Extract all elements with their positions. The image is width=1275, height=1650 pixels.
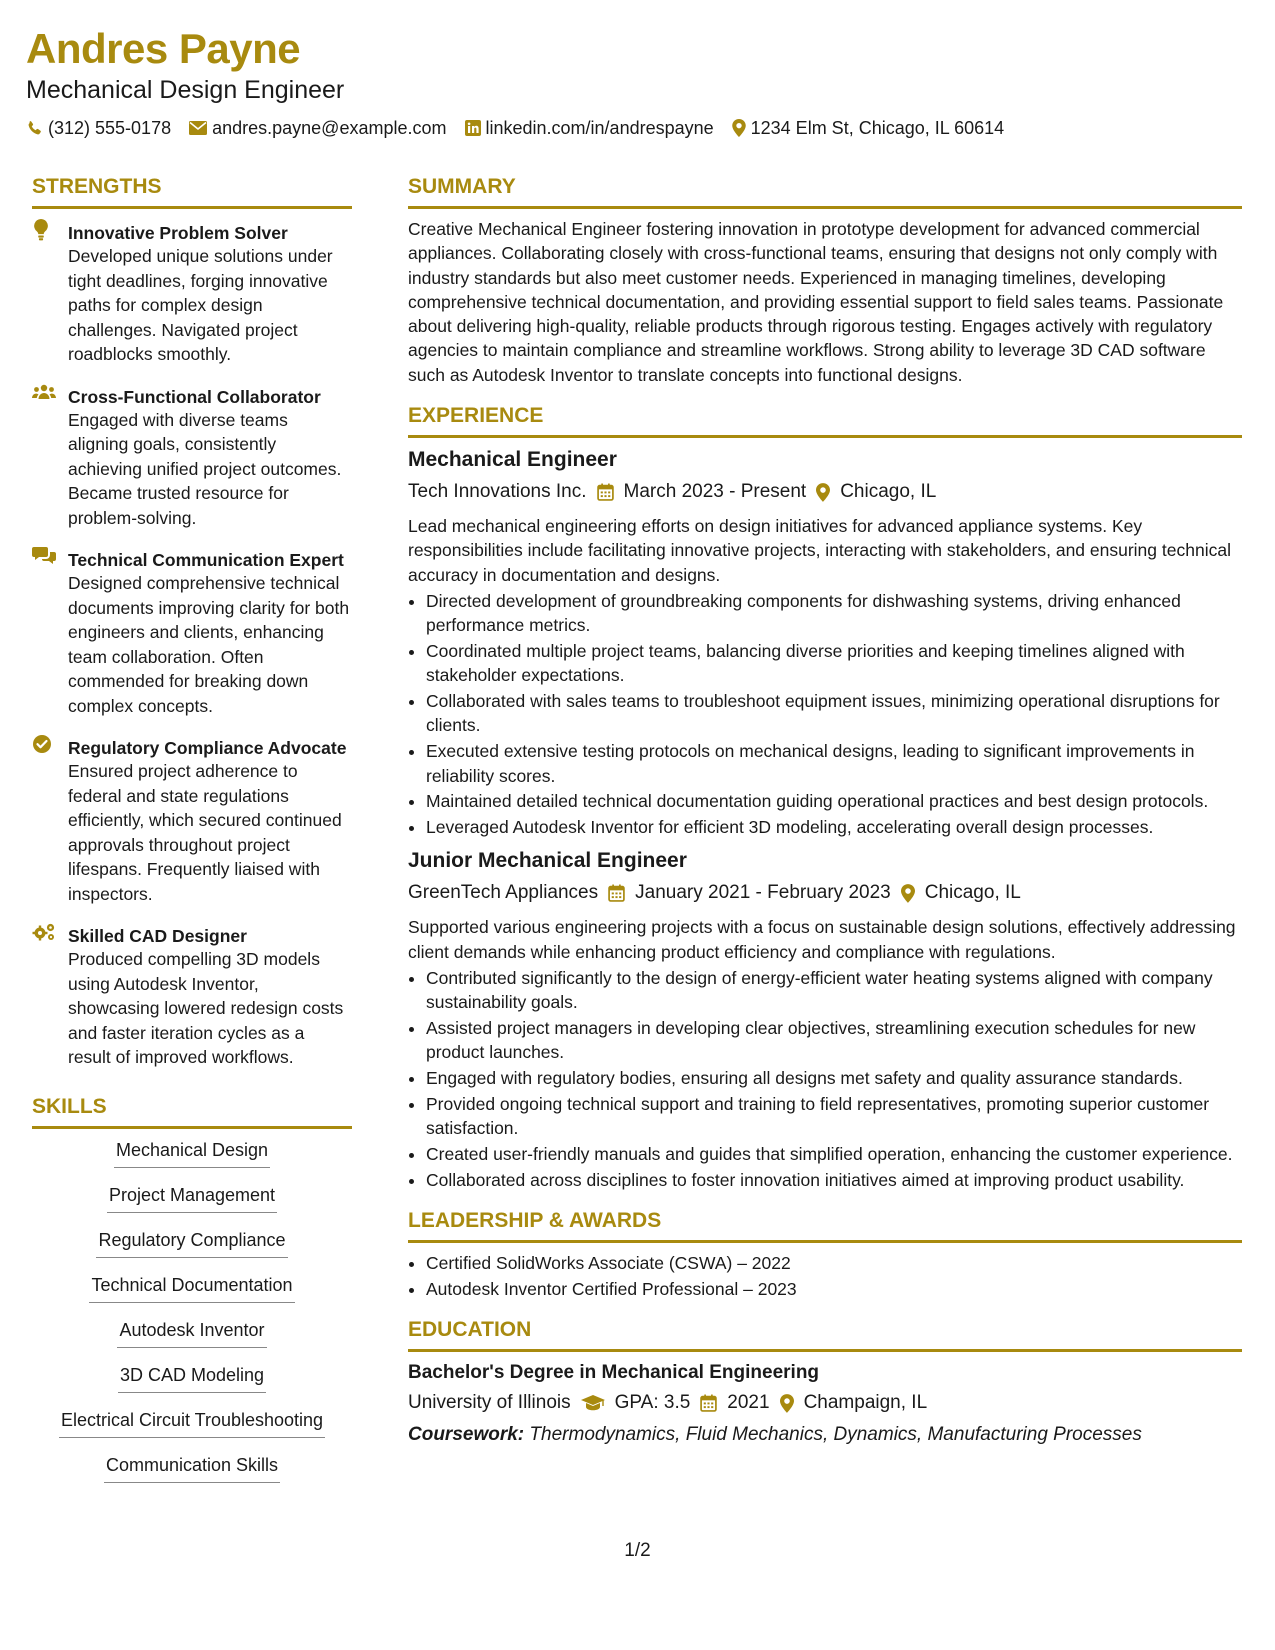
- skill-tag: Mechanical Design: [114, 1137, 270, 1168]
- list-item: • Autodesk Inventor Certified Professional – 2023: [426, 1277, 1242, 1301]
- list-item: • Provided ongoing technical support and training to field representatives, promoting superior customer satisfaction.: [426, 1092, 1242, 1141]
- summary-heading: SUMMARY: [408, 172, 1242, 209]
- skills-list: [32, 1137, 352, 1497]
- contact-email[interactable]: [189, 116, 446, 140]
- calendar-icon: [597, 483, 614, 501]
- list-item: • Directed development of groundbreaking components for dishwashing systems, driving enhanced performance metrics.: [426, 589, 1242, 638]
- experience-heading: EXPERIENCE: [408, 401, 1242, 438]
- skill-tag: Project Management: [107, 1182, 277, 1213]
- list-item: • Engaged with regulatory bodies, ensuring all designs met safety and quality assurance standards.: [426, 1066, 1242, 1090]
- map-pin-icon: [732, 119, 746, 137]
- resume-header: [26, 24, 1249, 140]
- comments-icon: [32, 544, 56, 718]
- job-company: GreenTech Appliances: [408, 882, 599, 904]
- map-pin-icon: [780, 1394, 794, 1413]
- strength-desc: Developed unique solutions under tight deadlines, forging innovative paths for complex design challenges. Navigated project roadblocks smoothly.: [68, 246, 333, 364]
- job-description: Supported various engineering projects with a focus on sustainable design solutions, effectively addressing client demands while enhancing product efficiency and compliance with regulations.: [408, 917, 1236, 962]
- list-item: • Contributed significantly to the design of energy-efficient water heating systems aligned with company sustainability goals.: [426, 966, 1242, 1015]
- check-circle-icon: [32, 732, 56, 906]
- list-item: • Executed extensive testing protocols on mechanical designs, leading to significant improvements in reliability scores.: [426, 739, 1242, 788]
- list-item: • Collaborated with sales teams to troubleshoot equipment issues, minimizing operational disruptions for clients.: [426, 689, 1242, 738]
- calendar-icon: [608, 884, 625, 902]
- strength-desc: Engaged with diverse teams aligning goals, consistently achieving unified project outcomes. Became trusted resource for problem-solving.: [68, 409, 342, 528]
- linkedin-text: linkedin.com/in/andrespayne: [485, 118, 714, 138]
- phone-icon: [26, 120, 43, 137]
- candidate-title: Mechanical Design Engineer: [26, 76, 345, 104]
- list-item: • Assisted project managers in developing clear objectives, streamlining execution schedules for new product launches.: [426, 1016, 1242, 1065]
- strength-title: Technical Communication Expert: [68, 550, 344, 570]
- coursework-label: Coursework:: [408, 1424, 525, 1446]
- strength-title: Regulatory Compliance Advocate: [68, 738, 347, 758]
- map-pin-icon: [901, 884, 915, 903]
- calendar-icon: [700, 1394, 717, 1412]
- list-item: • Maintained detailed technical documentation guiding operational practices and best design protocols.: [426, 789, 1242, 813]
- strength-item: [32, 544, 352, 718]
- summary-text: Creative Mechanical Engineer fostering innovation in prototype development for advanced commercial appliances. Collaborating closely with cross-functional teams, ensuring that designs not only comply with industry standards but also meet customer needs. Experienced in managing timelines, developing comprehensive technical documentation, and providing essential support to field sales teams. Passionate about delivering high-quality, reliable products through rigorous testing. Engages actively with regulatory agencies to maintain compliance and streamline workflows. Strong ability to leverage 3D CAD software such as Autodesk Inventor to translate concepts into functional designs.: [408, 219, 1224, 385]
- address-text: 1234 Elm St, Chicago, IL 60614: [750, 118, 1005, 138]
- list-item: • Leveraged Autodesk Inventor for efficient 3D modeling, accelerating overall design processes.: [426, 815, 1242, 839]
- left-column: [32, 172, 352, 1497]
- users-icon: [32, 381, 56, 531]
- job-location: Chicago, IL: [924, 882, 1021, 904]
- linkedin-icon: [465, 120, 481, 136]
- strength-title: Cross-Functional Collaborator: [68, 386, 321, 407]
- job-meta: [408, 478, 1242, 506]
- job-title: Junior Mechanical Engineer: [408, 849, 687, 873]
- contact-phone[interactable]: [26, 116, 171, 140]
- map-pin-icon: [816, 483, 830, 502]
- job-dates: March 2023 - Present: [623, 481, 807, 503]
- job-description: Lead mechanical engineering efforts on design initiatives for advanced appliance systems. Key responsibilities include facilitating innovative projects, interacting with stakeholders, and ensuring technical accuracy in documentation and designs.: [408, 516, 1231, 585]
- job-entry: [408, 847, 1242, 1192]
- strength-desc: Produced compelling 3D models using Autodesk Inventor, showcasing lowered redesign costs and faster iteration cycles as a result of improved workflows.: [68, 949, 344, 1067]
- list-item: • Certified SolidWorks Associate (CSWA) – 2022: [426, 1251, 1242, 1275]
- education-meta: [408, 1389, 1242, 1417]
- awards-list: [408, 1251, 1242, 1301]
- envelope-icon: [189, 121, 207, 135]
- email-text: andres.payne@example.com: [212, 118, 447, 138]
- education-year: 2021: [727, 1392, 770, 1414]
- strength-desc: Designed comprehensive technical documents improving clarity for both engineers and clients, enhancing team collaboration. Often commended for breaking down complex concepts.: [68, 573, 350, 716]
- skill-tag: Autodesk Inventor: [117, 1317, 266, 1348]
- strength-title: Innovative Problem Solver: [68, 223, 288, 243]
- job-location: Chicago, IL: [840, 481, 937, 503]
- page-number: 1/2: [624, 1540, 651, 1561]
- strength-item: [32, 381, 352, 531]
- education-school: University of Illinois: [408, 1392, 571, 1414]
- strength-item: [32, 217, 352, 367]
- right-column: [408, 172, 1242, 1449]
- lightbulb-icon: [32, 217, 56, 367]
- phone-text: (312) 555-0178: [48, 118, 172, 138]
- coursework: [408, 1421, 1242, 1449]
- education-degree: Bachelor's Degree in Mechanical Engineering: [408, 1362, 820, 1384]
- contact-linkedin[interactable]: [465, 116, 714, 140]
- job-title: Mechanical Engineer: [408, 448, 617, 472]
- skill-tag: 3D CAD Modeling: [118, 1362, 266, 1393]
- job-company: Tech Innovations Inc.: [408, 481, 587, 503]
- education-gpa: GPA: 3.5: [614, 1392, 691, 1414]
- skill-tag: Regulatory Compliance: [96, 1227, 287, 1258]
- strength-desc: Ensured project adherence to federal and state regulations efficiently, which secured continued approvals throughout project lifespans. Frequently liaised with inspectors.: [68, 761, 342, 904]
- job-bullets: [408, 589, 1242, 839]
- job-bullets: [408, 966, 1242, 1192]
- contact-address: [732, 116, 1005, 140]
- job-entry: [408, 446, 1242, 839]
- contact-bar: [26, 116, 1249, 140]
- list-item: • Created user-friendly manuals and guides that simplified operation, enhancing the customer experience.: [426, 1142, 1242, 1166]
- job-dates: January 2021 - February 2023: [635, 882, 891, 904]
- strength-item: [32, 732, 352, 906]
- strength-title: Skilled CAD Designer: [68, 926, 247, 946]
- cogs-icon: [32, 920, 56, 1070]
- skill-tag: Electrical Circuit Troubleshooting: [59, 1407, 325, 1438]
- education-location: Champaign, IL: [803, 1392, 928, 1414]
- strength-item: [32, 920, 352, 1070]
- list-item: • Collaborated across disciplines to foster innovation initiatives aimed at improving product usability.: [426, 1168, 1242, 1192]
- candidate-name: Andres Payne: [26, 25, 301, 72]
- education-heading: EDUCATION: [408, 1315, 1242, 1352]
- coursework-text: Thermodynamics, Fluid Mechanics, Dynamics, Manufacturing Processes: [529, 1424, 1142, 1446]
- list-item: • Coordinated multiple project teams, balancing diverse priorities and keeping timelines aligned with stakeholder expectations.: [426, 639, 1242, 688]
- awards-heading: LEADERSHIP & AWARDS: [408, 1206, 1242, 1243]
- graduation-cap-icon: [581, 1394, 605, 1412]
- strengths-heading: STRENGTHS: [32, 172, 352, 209]
- skill-tag: Technical Documentation: [89, 1272, 294, 1303]
- job-meta: [408, 879, 1242, 907]
- skills-heading: SKILLS: [32, 1092, 352, 1129]
- skill-tag: Communication Skills: [104, 1452, 280, 1483]
